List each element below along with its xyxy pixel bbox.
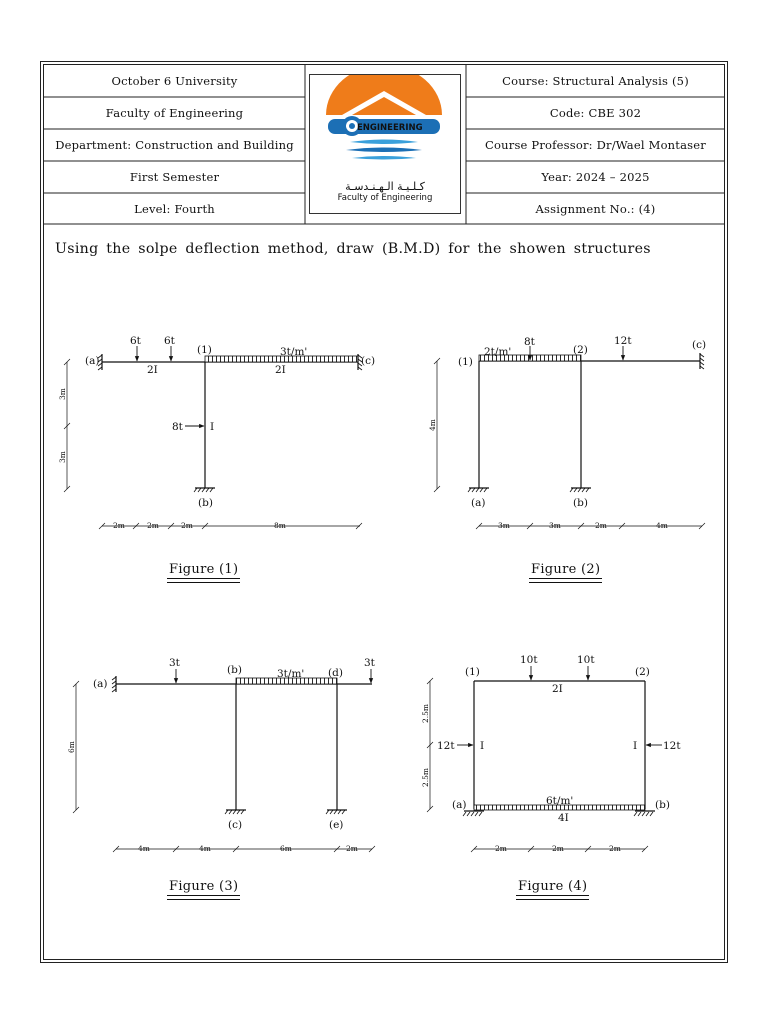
figure-label: 4m xyxy=(138,844,150,853)
figure-label: (b) xyxy=(573,497,588,509)
figure-label: 2m xyxy=(609,844,621,853)
figure-1-caption: Figure (1) xyxy=(169,562,239,577)
academic-year: Year: 2024 – 2025 xyxy=(541,170,650,184)
figure-2-labels xyxy=(428,335,706,530)
university-name: October 6 University xyxy=(111,74,238,88)
figure-label: 6m xyxy=(67,741,76,753)
course-name: Course: Structural Analysis (5) xyxy=(502,74,689,88)
figure-label: 6m xyxy=(280,844,292,853)
figure-label: 2.5m xyxy=(421,703,430,723)
figure-label: 8m xyxy=(274,521,286,530)
figure-label: 4m xyxy=(199,844,211,853)
figure-label: (e) xyxy=(329,819,344,831)
figure-label: I xyxy=(210,421,215,433)
figure-label: 4I xyxy=(558,812,569,824)
figure-label: 4m xyxy=(428,419,437,431)
svg-text:Faculty of Engineering: Faculty of Engineering xyxy=(337,193,433,203)
figure-label: 2I xyxy=(275,364,286,376)
figure-label: (c) xyxy=(692,339,707,351)
figure-label: (a) xyxy=(93,678,108,690)
figure-label: 8t xyxy=(524,336,535,348)
figure-label: 2t/m' xyxy=(484,346,512,358)
figure-label: (1) xyxy=(197,344,212,356)
department-name: Department: Construction and Building xyxy=(55,138,294,152)
figure-label: (2) xyxy=(635,666,650,678)
figure-label: (b) xyxy=(655,799,670,811)
figure-label: 2m xyxy=(346,844,358,853)
figure-label: 10t xyxy=(577,654,595,666)
figure-label: I xyxy=(480,740,485,752)
figure-3-caption: Figure (3) xyxy=(169,879,239,894)
figure-label: 3m xyxy=(498,521,510,530)
level: Level: Fourth xyxy=(134,201,215,216)
figure-label: (1) xyxy=(465,666,480,678)
figure-label: 12t xyxy=(614,335,632,347)
semester: First Semester xyxy=(129,170,220,184)
figure-label: 6t/m' xyxy=(546,795,574,807)
figure-4-caption: Figure (4) xyxy=(518,879,588,894)
faculty-name: Faculty of Engineering xyxy=(105,106,244,120)
figure-label: 2I xyxy=(552,683,563,695)
svg-text:كـلـيـة الـهـنـدسـة: كـلـيـة الـهـنـدسـة xyxy=(345,180,425,193)
figure-label: 6t xyxy=(130,335,141,347)
figure-label: 2m xyxy=(495,844,507,853)
course-professor: Course Professor: Dr/Wael Montaser xyxy=(485,138,706,152)
figure-label: (a) xyxy=(452,799,467,811)
figure-label: 2m xyxy=(181,521,193,530)
figure-label: (c) xyxy=(361,355,376,367)
figure-label: (b) xyxy=(198,497,213,509)
figure-label: (a) xyxy=(85,355,100,367)
figure-label: 2.5m xyxy=(421,767,430,787)
figure-label: 2I xyxy=(147,364,158,376)
figure-label: 8t xyxy=(172,421,183,433)
figure-label: 3t xyxy=(364,657,375,669)
figure-label: (a) xyxy=(471,497,486,509)
course-code: Code: CBE 302 xyxy=(549,106,642,120)
figure-label: 3t/m' xyxy=(280,346,308,358)
figure-label: 3t/m' xyxy=(277,668,305,680)
figure-label: 12t xyxy=(663,740,681,752)
figure-label: (2) xyxy=(573,344,588,356)
figure-label: 10t xyxy=(520,654,538,666)
question-text: Using the solpe deflection method, draw (B.M.D) for the showen structures xyxy=(55,241,651,257)
figure-label: (d) xyxy=(328,667,343,679)
figure-label: (b) xyxy=(227,664,242,676)
figure-label: 3m xyxy=(58,388,67,400)
figure-label: 2m xyxy=(595,521,607,530)
figure-label: 2m xyxy=(552,844,564,853)
figure-2-caption: Figure (2) xyxy=(531,562,601,577)
figure-label: 2m xyxy=(147,521,159,530)
figure-4 xyxy=(427,666,662,852)
figure-4-labels xyxy=(421,654,681,853)
svg-text:ENGINEERING: ENGINEERING xyxy=(357,123,423,133)
figure-label: 3t xyxy=(169,657,180,669)
figure-label: 2m xyxy=(113,521,125,530)
figure-label: 3m xyxy=(58,451,67,463)
figure-label: 3m xyxy=(549,521,561,530)
figure-label: (c) xyxy=(228,819,243,831)
figure-label: I xyxy=(633,740,638,752)
figure-label: 4m xyxy=(656,521,668,530)
figure-1 xyxy=(64,346,362,529)
header-grid xyxy=(44,65,725,224)
figure-label: (1) xyxy=(458,356,473,368)
figure-label: 12t xyxy=(437,740,455,752)
figure-label: 6t xyxy=(164,335,175,347)
figure-1-labels xyxy=(58,335,375,530)
figure-3-labels xyxy=(67,657,376,853)
assignment-number: Assignment No.: (4) xyxy=(535,201,656,216)
